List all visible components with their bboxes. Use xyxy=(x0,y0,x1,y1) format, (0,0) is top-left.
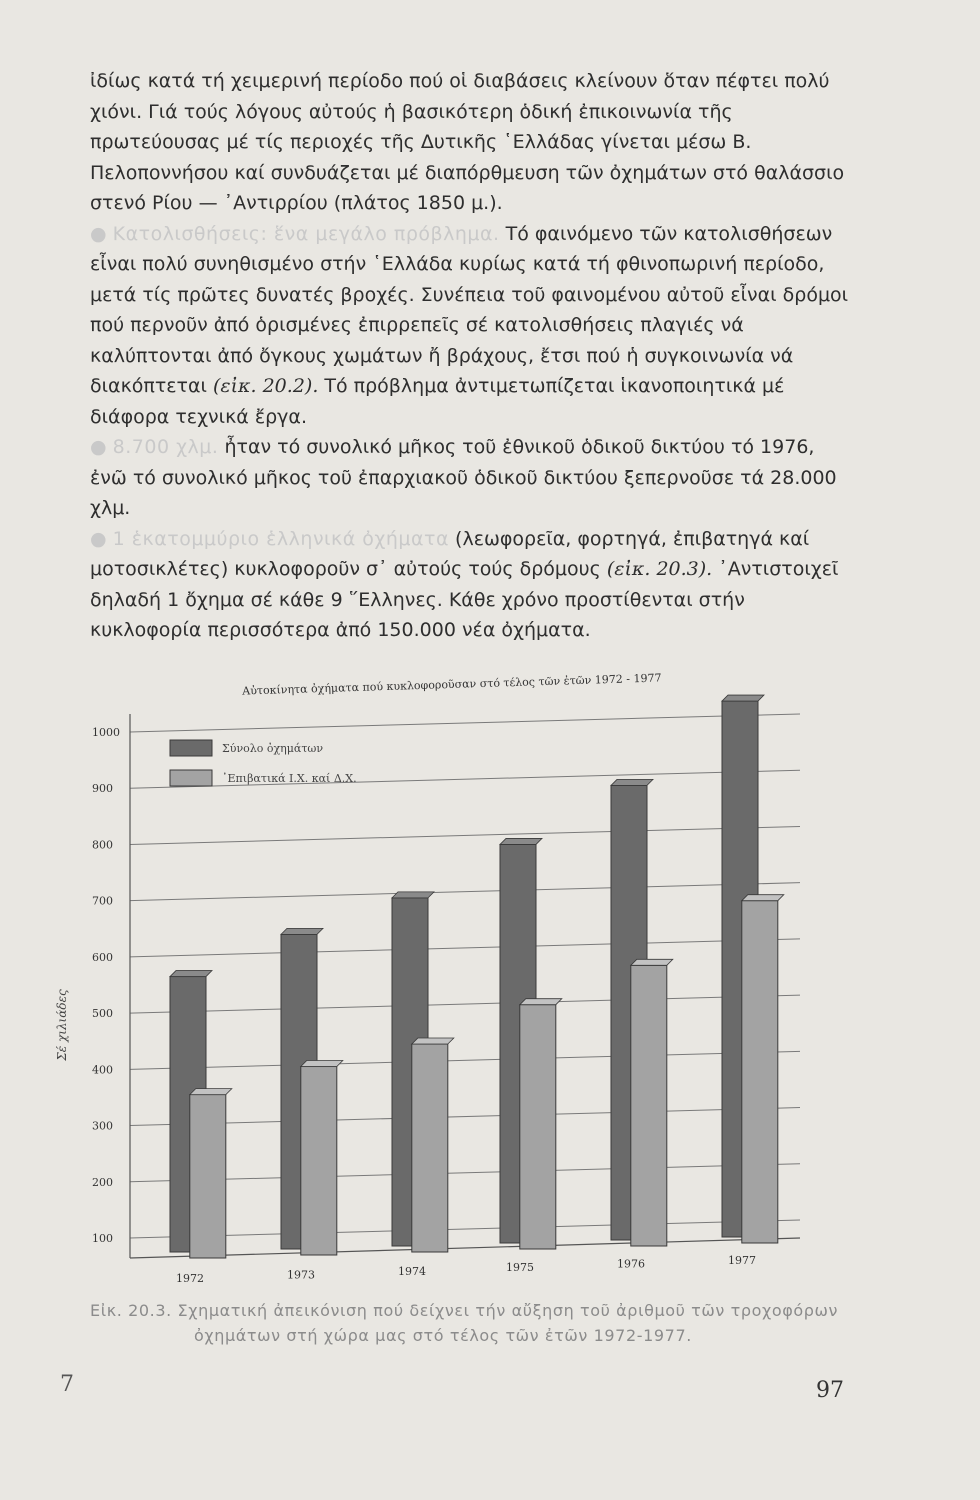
x-axis-line xyxy=(130,1238,800,1258)
bar-top-face xyxy=(500,838,542,844)
figure-reference-20-2: (εἰκ. 20.2). xyxy=(213,375,319,397)
x-tick-label: 1973 xyxy=(287,1268,315,1282)
bullet-icon: ● xyxy=(90,222,107,245)
y-tick-label: 1000 xyxy=(92,726,120,739)
bar-top-face xyxy=(412,1038,454,1044)
page-marker: 7 xyxy=(60,1372,74,1397)
figure-caption xyxy=(90,1298,850,1348)
paragraph-intro: ἰδίως κατά τή χειμερινή περίοδο πού οἱ διαβάσεις κλείνουν ὅταν πέφτει πολύ χιόνι. Γιά τούς λόγους αὐτούς ἡ βασικότερη ὁδική ἐπικοινωνία τῆς πρωτεύουσας μέ τίς περιοχές τῆς Δυτικῆς ῾Ελλάδας γίνεται μέσω Β. Πελοποννήσου καί συνδυάζεται μέ διαπόρθμευση τῶν ὀχημάτων στό θαλάσσιο στενό Ρίου — ᾿Αντιρρίου (πλάτος 1850 μ.). xyxy=(90,70,845,214)
bullet-vehicles-text: (λεωφορεῖα, φορτηγά, ἐπιβατηγά καί μοτοσικλέτες) κυκλοφοροῦν σ᾿ αὐτούς τούς δρόμους xyxy=(90,527,810,580)
bullet-landslides-text: Τό φαινόμενο τῶν κατολισθήσεων εἶναι πολύ συνηθισμένο στήν ῾Ελλάδα κυρίως κατά τή φθινοπωρινή περίοδο, μετά τίς πρῶτες δυνατές βροχές. Συνέπεια τοῦ φαινομένου αὐτοῦ εἶναι δρόμοι πού περνοῦν ἀπό ὁρισμένες ἐπιρρεπεῖς σέ κατολισθήσεις πλαγιές νά καλύπτονται ἀπό ὄγκους χωμάτων ἤ βράχους, ἔτσι πού ἡ συγκοινωνία νά διακόπτεται xyxy=(90,222,849,397)
legend-label: ᾿Επιβατικά Ι.Χ. καί Δ.Χ. xyxy=(222,772,357,785)
bullet-icon: ● xyxy=(90,436,107,458)
x-tick-label: 1972 xyxy=(176,1272,204,1285)
y-tick-label: 200 xyxy=(92,1175,113,1189)
bar-passenger-1974 xyxy=(412,1044,448,1252)
caption-line-2: ὀχημάτων στή χώρα μας στό τέλος τῶν ἐτῶν 1972-1977. xyxy=(194,1326,692,1345)
chart-legend xyxy=(170,740,357,786)
bar-passenger-1972 xyxy=(190,1095,226,1258)
x-tick-label: 1976 xyxy=(617,1257,645,1271)
gridline xyxy=(130,1051,800,1069)
chart-grid xyxy=(130,714,800,1238)
y-axis-label: Σέ χιλιάδες xyxy=(55,989,69,1061)
bar-top-face xyxy=(281,928,323,934)
y-tick-label: 500 xyxy=(92,1007,113,1021)
bullet-vehicles-heading: 1 ἑκατομμύριο ἑλληνικά ὀχήματα xyxy=(112,527,449,550)
bar-top-face xyxy=(392,892,434,898)
legend-swatch xyxy=(170,770,212,786)
bullet-road-length-text: ἦταν τό συνολικό μῆκος τοῦ ἐθνικοῦ ὁδικοῦ δικτύου τό 1976, ἐνῶ τό συνολικό μῆκος τοῦ ἐπαρχιακοῦ ὁδικοῦ δικτύου ξεπερνοῦσε τά 28.000 χλμ. xyxy=(90,436,837,519)
gridline xyxy=(130,714,800,732)
chart-title: Αὐτοκίνητα ὀχήματα πού κυκλοφοροῦσαν στό τέλος τῶν ἐτῶν 1972 - 1977 xyxy=(242,671,662,698)
bar-top-face xyxy=(722,695,764,701)
y-tick-label: 700 xyxy=(92,894,113,908)
bar-top-face xyxy=(301,1061,343,1067)
x-axis xyxy=(176,1254,756,1285)
gridline xyxy=(130,939,800,957)
caption-line-1: Εἰκ. 20.3. Σχηματική ἀπεικόνιση πού δείχνει τήν αὔξηση τοῦ ἀριθμοῦ τῶν τροχοφόρων xyxy=(90,1301,839,1320)
y-tick-label: 100 xyxy=(92,1232,113,1245)
x-tick-label: 1974 xyxy=(398,1264,426,1278)
gridline xyxy=(130,1220,800,1238)
gridline xyxy=(130,826,800,844)
figure-reference-20-3: (εἰκ. 20.3). xyxy=(606,558,713,580)
legend-label: Σύνολο ὀχημάτων xyxy=(222,742,324,755)
y-tick-label: 900 xyxy=(92,782,113,796)
gridline xyxy=(130,1164,800,1182)
y-tick-label: 600 xyxy=(92,950,113,964)
bar-top-face xyxy=(742,895,784,901)
gridline xyxy=(130,995,800,1013)
gridline xyxy=(130,883,800,901)
bullet-road-length-heading: 8.700 χλμ. xyxy=(112,436,219,458)
x-tick-label: 1977 xyxy=(728,1254,756,1267)
page-number: 97 xyxy=(816,1378,844,1403)
bar-passenger-1973 xyxy=(301,1067,337,1255)
bar-top-face xyxy=(611,779,653,785)
bar-top-face xyxy=(520,999,562,1005)
bar-passenger-1977 xyxy=(742,901,778,1243)
bar-top-face xyxy=(190,1089,232,1095)
bullet-landslides-tail: Τό πρόβλημα ἀντιμετωπίζεται ἱκανοποιητικά μέ διάφορα τεχνικά ἔργα. xyxy=(90,375,785,428)
bar-top-face xyxy=(170,971,212,977)
x-tick-label: 1975 xyxy=(506,1261,534,1275)
bullet-vehicles-tail: ᾿Αντιστοιχεῖ δηλαδή 1 ὄχημα σέ κάθε 9 ῞Ελληνες. Κάθε χρόνο προστίθενται στήν κυκλοφορία περισσότερα ἀπό 150.000 νέα ὀχήματα. xyxy=(90,558,839,641)
bullet-icon: ● xyxy=(90,527,107,550)
bar-top-face xyxy=(631,959,673,965)
bullet-landslides-heading: Κατολισθήσεις: ἕνα μεγάλο πρόβλημα. xyxy=(112,222,500,245)
y-tick-label: 300 xyxy=(92,1119,113,1133)
bar-passenger-1976 xyxy=(631,965,667,1246)
y-tick-label: 800 xyxy=(92,838,113,852)
y-tick-label: 400 xyxy=(92,1063,113,1077)
gridline xyxy=(130,1108,800,1126)
legend-swatch xyxy=(170,740,212,756)
bar-passenger-1975 xyxy=(520,1005,556,1249)
